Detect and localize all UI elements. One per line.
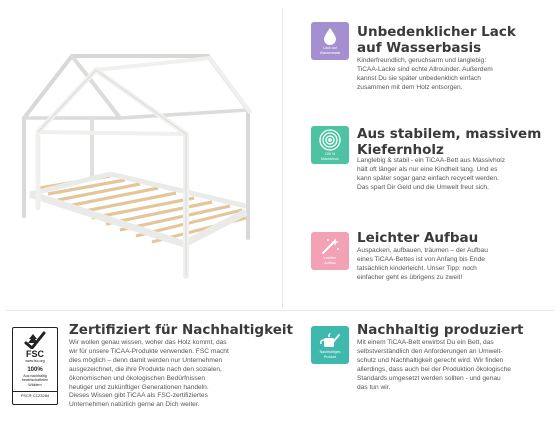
solid-wood-badge (311, 126, 349, 164)
feature-text-sustainable: Mit einem TiCAA-Bett erwirbst Du ein Bett, das selbstverständlich den Anforderungen an Umwelt- schutz und Nachhaltigkeit gerecht wird. Wir finden allerdings, dass auch bei der Produktion ökologische Standards umgesetzt werden sollten - und genau das tun wir. (357, 339, 511, 391)
house-bed-image (10, 48, 278, 288)
feature-text-assembly: Auspacken, aufbauen, träumen – der Aufbau eines TiCAA-Bettes ist von Anfang bis Ende tatsächlich kinderleicht. Unser Tipp: noch einfacher geht es übrigens zu zweit! (357, 247, 488, 281)
water-based-lacquer-badge (311, 22, 349, 60)
fsc-tree-check-icon (24, 331, 46, 349)
horizontal-divider (6, 310, 554, 311)
sustainable-product-badge (311, 326, 349, 364)
watering-can-icon (319, 331, 341, 349)
water-drop-icon (323, 27, 337, 45)
fsc-code: FSC® C123284 (13, 391, 57, 398)
fsc-percent: 100% (27, 367, 43, 373)
fsc-text: Wir wollen genau wissen, woher das Holz kommt, das wir für unsere TiCAA-Produkte verwenden. FSC macht dies möglich – denn damit werden nur Unternehmen ausgezeichnet, die ihre Produkte nach den sozialen, ökonomischen und ökologischen Bedürfnissen heutiger und zukünftiger Generationen handeln. Dieses Wissen gibt TiCAA als FSC-zertifiziertes Unternehmen natürlich gerne an Dich weiter. (69, 339, 229, 409)
feature-text-wood: Langlebig & stabil - ein TiCAA-Bett aus Massivholz hält oft länger als nur eine Kindheit lang. Und es kann später sogar ganz einfach recycelt werden. Das spart Dir Geld und die Umwelt freut sich. (357, 157, 506, 191)
feature-title-assembly: Leichter Aufbau (357, 230, 479, 246)
fsc-logo (12, 327, 58, 405)
badge-caption: Lack auf Wasserbasis (319, 46, 341, 55)
badge-caption: 100 % Massivholz (321, 152, 339, 161)
badge-caption: Leichter Aufbau (323, 256, 337, 265)
feature-title-wood: Aus stabilem, massivem Kiefernholz (357, 126, 542, 158)
badge-caption: Nachhaltiges Produkt (319, 350, 341, 359)
fsc-website: www.fsc.org (25, 359, 45, 363)
feature-text-lacquer: Kinderfreundlich, geruchsarm und langlebig: TiCAA-Lacke sind echte Allrounder. Außerdem kannst Du sie später unbedenklich einfach zusammen mit dem Holz entsorgen. (357, 57, 493, 91)
vertical-divider (282, 8, 283, 308)
magic-wand-icon (320, 237, 340, 255)
feature-title-lacquer: Unbedenklicher Lack auf Wasserbasis (357, 24, 516, 56)
feature-title-sustainable: Nachhaltig produziert (357, 322, 524, 338)
wood-rings-icon (319, 129, 341, 151)
fsc-logo-text: FSC (26, 349, 44, 359)
fsc-subtitle: Aus nachhaltig bewirtschafteten Wäldern (21, 374, 49, 387)
easy-assembly-badge (311, 232, 349, 270)
fsc-title: Zertifiziert für Nachhaltigkeit (69, 322, 293, 338)
